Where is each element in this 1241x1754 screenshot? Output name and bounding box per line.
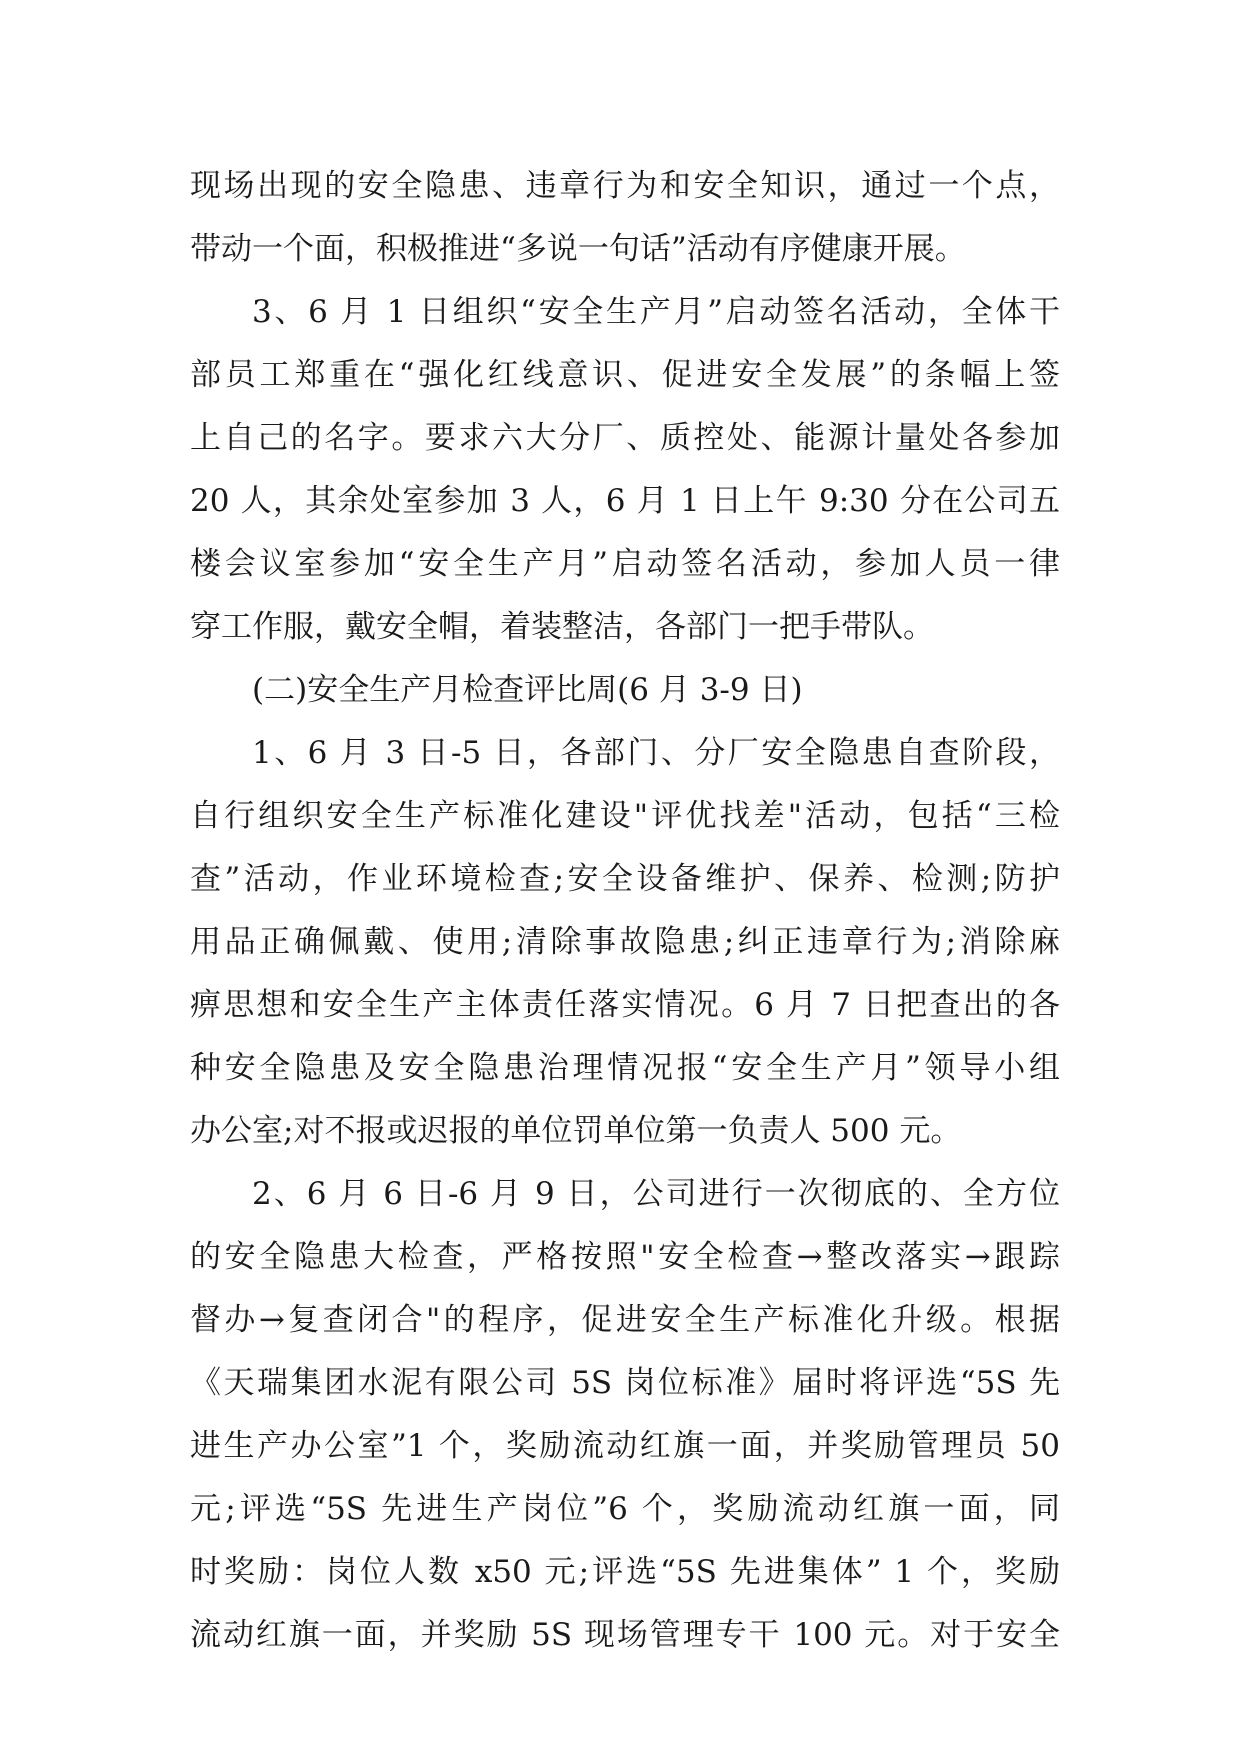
section-heading: (二)安全生产月检查评比周(6 月 3-9 日) — [252, 672, 803, 708]
text-line: 楼会议室参加“安全生产月”启动签名活动，参加人员一律 — [190, 546, 1060, 582]
text-line: 时奖励：岗位人数 x50 元;评选“5S 先进集体” 1 个，奖励 — [190, 1554, 1060, 1590]
text-line: 1、6 月 3 日-5 日，各部门、分厂安全隐患自查阶段， — [252, 735, 1060, 771]
text-line: 2、6 月 6 日-6 月 9 日，公司进行一次彻底的、全方位 — [252, 1176, 1060, 1212]
text-line: 的安全隐患大检查，严格按照"安全检查→整改落实→跟踪 — [190, 1239, 1060, 1275]
text-line: 痹思想和安全生产主体责任落实情况。6 月 7 日把查出的各 — [190, 987, 1060, 1023]
text-line: 查”活动，作业环境检查;安全设备维护、保养、检测;防护 — [190, 861, 1060, 897]
text-line: 流动红旗一面，并奖励 5S 现场管理专干 100 元。对于安全 — [190, 1617, 1060, 1653]
text-line: 进生产办公室”1 个，奖励流动红旗一面，并奖励管理员 50 — [190, 1428, 1060, 1464]
text-line: 用品正确佩戴、使用;清除事故隐患;纠正违章行为;消除麻 — [190, 924, 1060, 960]
text-line: 带动一个面，积极推进“多说一句话”活动有序健康开展。 — [190, 231, 966, 267]
text-line: 种安全隐患及安全隐患治理情况报“安全生产月”领导小组 — [190, 1050, 1060, 1086]
text-line: 部员工郑重在“强化红线意识、促进安全发展”的条幅上签 — [190, 357, 1060, 393]
text-line: 自行组织安全生产标准化建设"评优找差"活动，包括“三检 — [190, 798, 1060, 834]
text-line: 督办→复查闭合"的程序，促进安全生产标准化升级。根据 — [190, 1302, 1060, 1338]
text-line: 元;评选“5S 先进生产岗位”6 个，奖励流动红旗一面，同 — [190, 1491, 1060, 1527]
text-line: 上自己的名字。要求六大分厂、质控处、能源计量处各参加 — [190, 420, 1060, 456]
document-body — [190, 155, 1060, 1667]
text-line: 办公室;对不报或迟报的单位罚单位第一负责人 500 元。 — [190, 1113, 962, 1149]
text-line: 20 人，其余处室参加 3 人，6 月 1 日上午 9:30 分在公司五 — [190, 483, 1060, 519]
text-line: 穿工作服，戴安全帽，着装整洁，各部门一把手带队。 — [190, 609, 934, 645]
text-line: 现场出现的安全隐患、违章行为和安全知识，通过一个点， — [190, 168, 1060, 204]
text-line: 《天瑞集团水泥有限公司 5S 岗位标准》届时将评选“5S 先 — [190, 1365, 1060, 1401]
text-line: 3、6 月 1 日组织“安全生产月”启动签名活动，全体干 — [252, 294, 1060, 330]
